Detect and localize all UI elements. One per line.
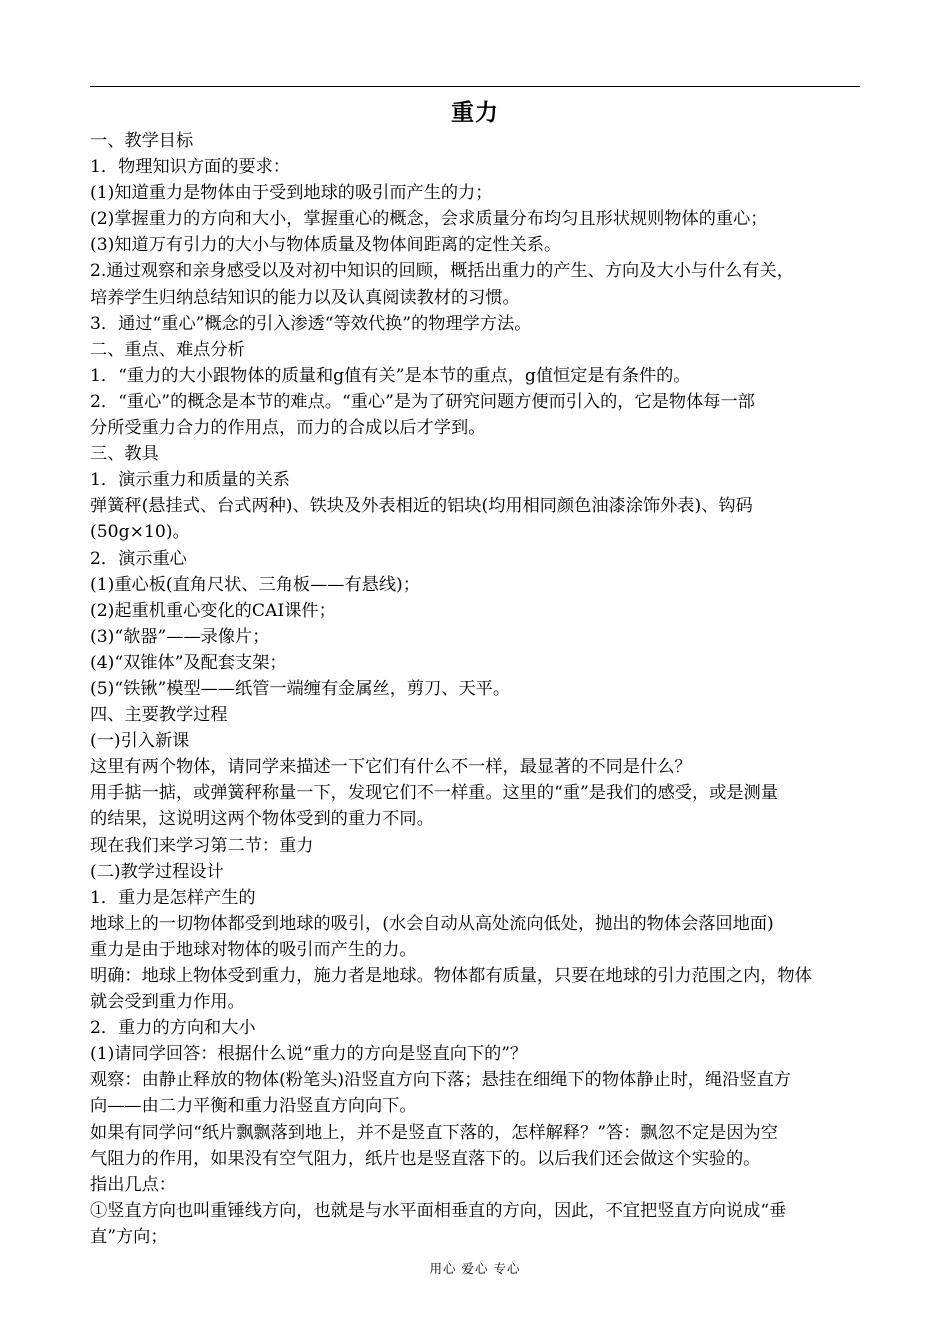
text-line: 向——由二力平衡和重力沿竖直方向向下。 (90, 1096, 417, 1117)
text-line: 重力是由于地球对物体的吸引而产生的力。 (90, 939, 417, 960)
document-body (90, 128, 860, 1250)
text-line: 2．重力的方向和大小 (90, 1018, 256, 1039)
text-line: 如果有同学问“纸片飘飘落到地上，并不是竖直下落的，怎样解释？”答：飘忽不定是因为空 (90, 1122, 778, 1143)
text-line: (1)重心板(直角尺状、三角板——有悬线)； (90, 574, 420, 595)
text-line: 弹簧秤(悬挂式、台式两种)、铁块及外表相近的铝块(均用相同颜色油漆涂饰外表)、钩码 (90, 496, 753, 517)
text-line: 就会受到重力作用。 (90, 992, 245, 1013)
text-line: 3．通过“重心”概念的引入渗透“等效代换”的物理学方法。 (90, 313, 532, 334)
text-line: 地球上的一切物体都受到地球的吸引，(水会自动从高处流向低处，抛出的物体会落回地面) (90, 913, 774, 934)
text-line: 的结果，这说明这两个物体受到的重力不同。 (90, 809, 434, 830)
text-line: (1)知道重力是物体由于受到地球的吸引而产生的力； (90, 183, 493, 204)
text-line: 用手掂一掂，或弹簧秤称量一下，发现它们不一样重。这里的“重”是我们的感受，或是测量 (90, 783, 778, 804)
text-line: (1)请同学回答：根据什么说“重力的方向是竖直向下的”？ (90, 1044, 528, 1065)
text-line: 气阻力的作用，如果没有空气阻力，纸片也是竖直落下的。以后我们还会做这个实验的。 (90, 1148, 761, 1169)
text-line: (二)教学过程设计 (90, 861, 224, 882)
document-title: 重力 (451, 100, 499, 126)
text-line: (5)“铁锹”模型——纸管一端缠有金属丝，剪刀、天平。 (90, 678, 511, 699)
text-line: (2)起重机重心变化的CAI课件； (90, 600, 336, 621)
text-line: (一)引入新课 (90, 731, 190, 752)
text-line: 2．演示重心 (90, 548, 187, 569)
text-line: (3)“欹器”——录像片； (90, 626, 270, 647)
text-line: 1．“重力的大小跟物体的质量和g值有关”是本节的重点，g值恒定是有条件的。 (90, 365, 691, 386)
text-line: (50g×10)。 (90, 522, 190, 543)
text-line: 四、主要教学过程 (90, 705, 228, 726)
page-footer: 用心 爱心 专心 (429, 1261, 521, 1276)
text-line: 现在我们来学习第二节：重力 (90, 835, 314, 856)
text-line: 一、教学目标 (90, 131, 194, 151)
text-line: 三、教具 (90, 444, 159, 465)
text-line: 直”方向； (90, 1226, 168, 1247)
text-line: (3)知道万有引力的大小与物体质量及物体间距离的定性关系。 (90, 235, 562, 256)
text-line: 1．重力是怎样产生的 (90, 887, 256, 908)
text-line: 指出几点： (90, 1174, 176, 1195)
text-line: 2.通过观察和亲身感受以及对初中知识的回顾，概括出重力的产生、方向及大小与什么有关， (90, 261, 794, 282)
text-line: 1．演示重力和质量的关系 (90, 470, 290, 491)
text-line: 1．物理知识方面的要求： (90, 157, 290, 178)
text-line: 二、重点、难点分析 (90, 339, 245, 360)
text-line: 这里有两个物体，请同学来描述一下它们有什么不一样，最显著的不同是什么？ (90, 757, 692, 778)
header-rule (90, 86, 860, 87)
text-line: ①竖直方向也叫重锤线方向，也就是与水平面相垂直的方向，因此，不宜把竖直方向说成“垂 (90, 1200, 787, 1221)
text-line: 观察：由静止释放的物体(粉笔头)沿竖直方向下落；悬挂在细绳下的物体静止时，绳沿竖直方 (90, 1070, 791, 1091)
text-line: 明确：地球上物体受到重力，施力者是地球。物体都有质量，只要在地球的引力范围之内，物体 (90, 966, 812, 986)
text-line: (2)掌握重力的方向和大小，掌握重心的概念，会求质量分布均匀且形状规则物体的重心； (90, 209, 768, 230)
text-line: 分所受重力合力的作用点，而力的合成以后才学到。 (90, 418, 486, 439)
text-line: 培养学生归纳总结知识的能力以及认真阅读教材的习惯。 (90, 287, 520, 308)
text-line: 2．“重心”的概念是本节的难点。“重心”是为了研究问题方便而引入的，它是物体每一部 (90, 391, 755, 412)
text-line: (4)“双锥体”及配套支架； (90, 652, 287, 673)
